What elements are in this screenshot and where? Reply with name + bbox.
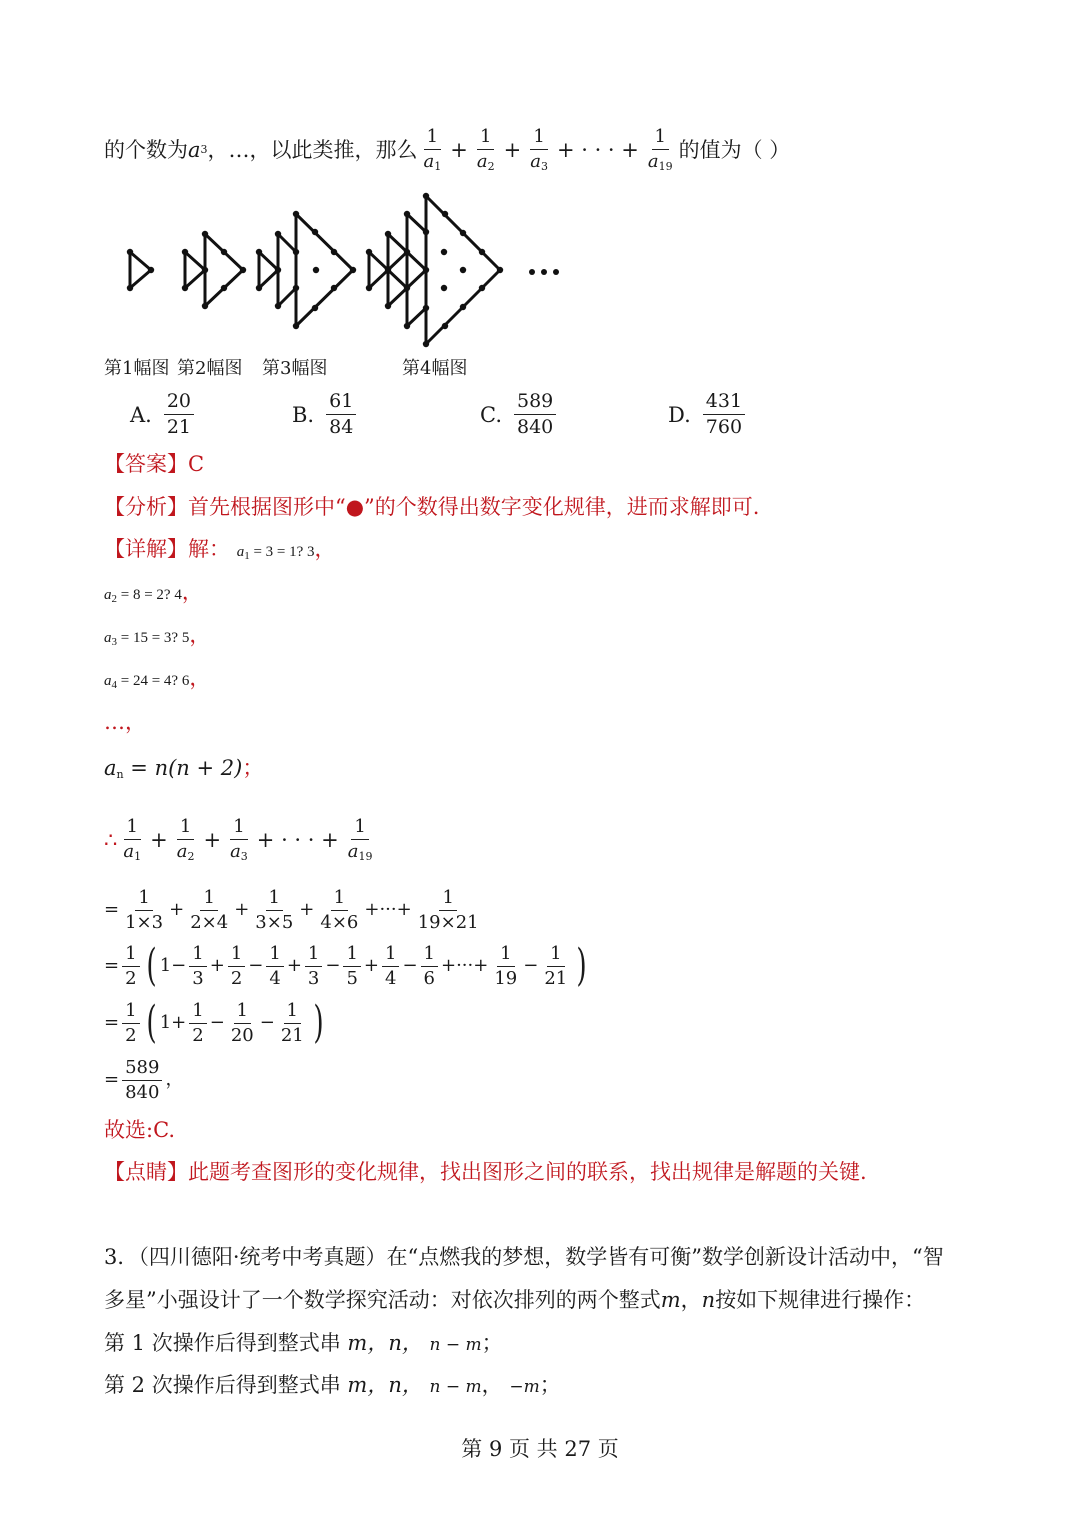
figure-caption-1: 第1幅图 (104, 358, 170, 379)
step2-fraction: $\frac{1}{4}$ (266, 945, 283, 988)
step2-fraction: $\frac{1}{5}$ (343, 945, 360, 988)
comment-tag: 【点睛】 (104, 1160, 188, 1184)
half-fraction: $\frac{1}{2}$ (122, 945, 139, 988)
q3-line-1: 3．（四川德阳·统考中考真题）在“点燃我的梦想，数学皆有可衡”数学创新设计活动中，“智 (104, 1245, 944, 1269)
option-fraction: $\frac{431}{760}$ (703, 392, 745, 437)
plus-sign: + (203, 828, 222, 852)
general-formula: $a_n = n(n + 2)$； (104, 756, 264, 781)
step2-fraction: $\frac{1}{3}$ (305, 945, 322, 988)
step2-fraction: $\frac{1}{4}$ (382, 945, 399, 988)
a3-var: a (188, 138, 201, 162)
intro-fraction-1: $\frac{1}{a_1}$ (423, 126, 442, 173)
detail-tag: 【详解】 (104, 537, 188, 561)
detail-line-4 (104, 664, 210, 699)
detail-ellipsis: …， (104, 710, 146, 734)
option-fraction: $\frac{20}{21}$ (164, 392, 194, 437)
option-label: B. (292, 402, 315, 427)
option-label: A. (130, 402, 152, 427)
option-fraction: $\frac{61}{84}$ (326, 392, 356, 437)
comment-text: 此题考查图形的变化规律，找出图形之间的联系，找出规律是解题的关键. (188, 1160, 867, 1184)
dots-sign: + · · · + (256, 828, 339, 852)
result-fraction: $\frac{589}{840}$ (122, 1059, 162, 1102)
sum-fraction-19: $\frac{1}{a_{19}}$ (347, 816, 373, 863)
step2-fraction: $\frac{1}{6}$ (421, 945, 438, 988)
step2-fraction: $\frac{1}{3}$ (189, 945, 206, 988)
plus-sign: + (450, 138, 468, 162)
step1-fraction: $\frac{1}{3\times 5}$ (255, 886, 294, 933)
step2-fraction: $\frac{1}{2}$ (228, 945, 245, 988)
analysis-tag: 【分析】 (104, 495, 188, 519)
choose-line: 故选:C. (104, 1118, 176, 1142)
sum-fraction-2: $\frac{1}{a_2}$ (176, 816, 195, 863)
step2-fraction: $\frac{1}{21}$ (544, 942, 568, 989)
dots-sign: + · · · + (556, 138, 639, 162)
step2-fraction: $\frac{1}{19}$ (494, 942, 518, 989)
option-label: C. (480, 402, 502, 427)
option-fraction: $\frac{589}{840}$ (514, 392, 556, 437)
step-result: = $\frac{589}{840}$ ， (104, 1056, 184, 1103)
a3-sub: 3 (200, 143, 208, 156)
intro-fraction-19: $\frac{1}{a_{19}}$ (647, 126, 673, 173)
triangle-pattern-figure (104, 192, 584, 352)
equation-a4: $a_4 = 24 = 4$? 6 (104, 673, 190, 691)
option-label: D. (668, 402, 691, 427)
analysis-text: 首先根据图形中“●”的个数得出数字变化规律，进而求解即可. (188, 495, 760, 519)
figure-caption-3: 第3幅图 (262, 358, 328, 379)
therefore-symbol: ∴ (104, 828, 118, 852)
intro-fraction-2: $\frac{1}{a_2}$ (476, 126, 495, 173)
answer-tag: 【答案】 (104, 452, 188, 476)
option-b[interactable] (292, 392, 359, 437)
comma: ， (314, 537, 336, 561)
detail-line-1 (104, 535, 336, 570)
comma: ， (189, 666, 211, 690)
intro-suffix: 的值为（ ） (678, 138, 791, 162)
therefore-sum (104, 812, 378, 868)
step3-fraction: $\frac{1}{21}$ (280, 999, 304, 1046)
ellipsis-dot (553, 269, 559, 275)
step3-fraction: $\frac{1}{2}$ (189, 1002, 206, 1045)
option-a[interactable] (130, 392, 197, 437)
step-1: = $\frac{1}{1\times 3}$ + $\frac{1}{2\times 4}$ + $\frac{1}{3\times 5}$ + $\frac{1}{4\times 6}$ +···+ $\frac{1}{19\times 21}$ (104, 884, 485, 936)
intro-prefix: 的个数为 (104, 138, 188, 162)
answer-text: C (188, 452, 205, 476)
q3-op-1: 第 1 次操作后得到整式串 m，n， n − m； (104, 1331, 503, 1355)
equation-a3: $a_3 = 15 = 3$? 5 (104, 630, 190, 648)
answer-line (104, 450, 204, 478)
intro-mid: ，…，以此类推，那么 (207, 138, 418, 162)
question-intro-line (104, 128, 790, 172)
equation-a2: $a_2 = 8 = 2$? 4 (104, 587, 182, 605)
equation-a1: $a_1 = 3 = 1$? 3 (236, 544, 315, 562)
plus-sign: + (150, 828, 168, 852)
option-c[interactable] (480, 392, 559, 437)
detail-line-2 (104, 578, 203, 613)
step3-fraction: $\frac{1}{20}$ (230, 999, 254, 1046)
option-d[interactable] (668, 392, 748, 437)
intro-fraction-3: $\frac{1}{a_3}$ (530, 126, 548, 173)
plus-sign: + (503, 138, 522, 162)
half-fraction: $\frac{1}{2}$ (122, 1002, 139, 1045)
figure-caption-2: 第2幅图 (177, 358, 243, 379)
figure-2-triangles (185, 234, 243, 306)
comment-line (104, 1158, 867, 1186)
q3-op-2: 第 2 次操作后得到整式串 m，n， n − m， −m； (104, 1373, 561, 1397)
step-2: = $\frac{1}{2}$ ( 1 − $\frac{1}{3}$ + $\frac{1}{2}$ − $\frac{1}{4}$ + $\frac{1}{3}$ − $\frac{1}{5}$ + $\frac{1}{4}$ − $\frac{1}{6}$ +···+ $\frac{1}{19}$ − $\frac{1}{21}$ ) (104, 940, 587, 991)
sum-fraction-3: $\frac{1}{a_3}$ (230, 816, 248, 863)
comma: ， (181, 580, 203, 604)
step-3: = $\frac{1}{2}$ ( 1 + $\frac{1}{2}$ − $\frac{1}{20}$ − $\frac{1}{21}$ ) (104, 997, 324, 1048)
step1-fraction: $\frac{1}{19\times 21}$ (417, 886, 479, 933)
figure-caption-4: 第4幅图 (402, 358, 468, 379)
sum-fraction-1: $\frac{1}{a_1}$ (123, 816, 142, 863)
page-footer: 第 9 页 共 27 页 (461, 1437, 619, 1461)
ellipsis-dot (541, 269, 547, 275)
comma: ， (189, 623, 211, 647)
figure-3-triangles (259, 214, 353, 326)
detail-lead: 解： (188, 537, 230, 561)
step1-fraction: $\frac{1}{4\times 6}$ (320, 886, 359, 933)
q3-line-2: 多星”小强设计了一个数学探究活动：对依次排列的两个整式m，n按如下规律进行操作： (104, 1288, 926, 1312)
ellipsis-dot (529, 269, 535, 275)
step1-fraction: $\frac{1}{1\times 3}$ (125, 886, 164, 933)
detail-line-3 (104, 621, 210, 656)
analysis-line (104, 493, 759, 521)
step1-fraction: $\frac{1}{2\times 4}$ (190, 886, 229, 933)
